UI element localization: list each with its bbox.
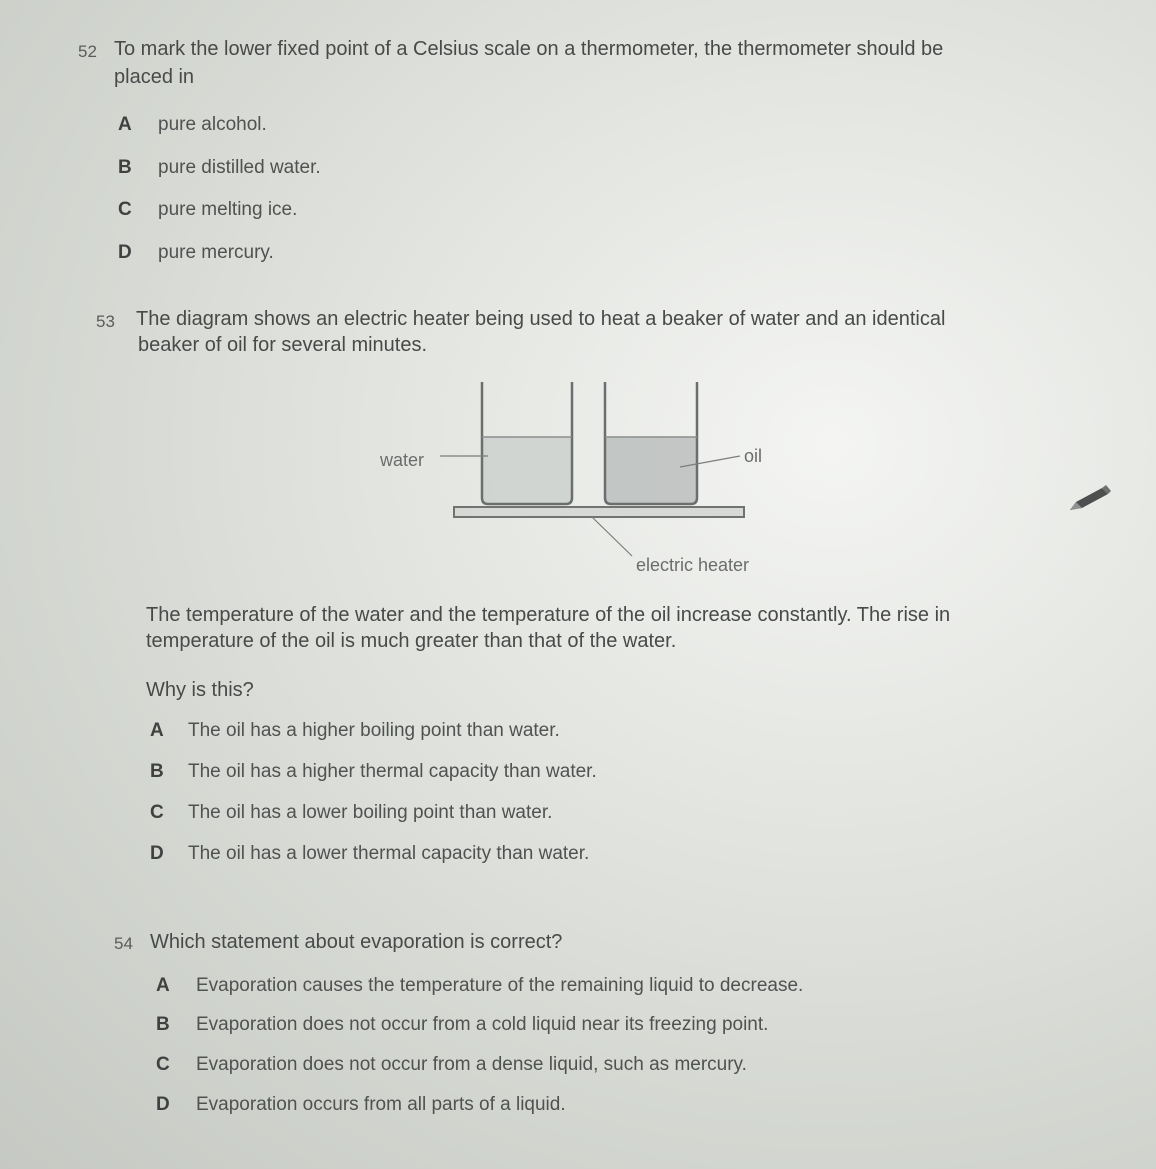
question-54-stem: Which statement about evaporation is correct? (150, 931, 563, 953)
question-53-para-line1: The temperature of the water and the temperature of the oil increase constantly. The rise in (146, 604, 951, 626)
option-text: Evaporation does not occur from a dense liquid, such as mercury. (196, 1054, 747, 1075)
oil-beaker (605, 382, 697, 504)
question-53-why: Why is this? (146, 679, 254, 701)
option-text: pure distilled water. (158, 157, 321, 178)
option-text: The oil has a higher boiling point than water. (188, 720, 560, 741)
question-53-option-d[interactable] (150, 843, 589, 865)
question-54-option-b[interactable] (156, 1014, 768, 1036)
question-53-option-b[interactable] (150, 761, 597, 783)
option-letter: A (150, 720, 164, 741)
option-letter: C (150, 802, 164, 823)
option-text: pure mercury. (158, 242, 274, 263)
option-letter: D (156, 1094, 170, 1115)
question-52-option-b[interactable] (118, 157, 321, 179)
option-letter: B (150, 761, 164, 782)
option-text: pure melting ice. (158, 199, 298, 220)
question-52-option-a[interactable] (118, 114, 267, 136)
heater-beakers-diagram (370, 370, 790, 590)
question-53-para-line2: temperature of the oil is much greater than that of the water. (146, 630, 677, 652)
pencil-icon[interactable] (1066, 484, 1112, 514)
question-54-option-a[interactable] (156, 975, 803, 997)
question-54-option-d[interactable] (156, 1094, 566, 1116)
oil-fill (605, 437, 697, 503)
option-text: The oil has a lower boiling point than water. (188, 802, 553, 823)
question-52-stem-line2: placed in (114, 66, 195, 88)
option-letter: A (118, 114, 132, 135)
option-letter: C (156, 1054, 170, 1075)
option-text: Evaporation occurs from all parts of a liquid. (196, 1094, 566, 1115)
option-letter: B (156, 1014, 170, 1035)
option-letter: C (118, 199, 132, 220)
question-53-option-c[interactable] (150, 802, 552, 824)
question-52-option-c[interactable] (118, 199, 297, 221)
question-53-stem-line2: beaker of oil for several minutes. (138, 334, 428, 356)
question-52-stem-line1: To mark the lower fixed point of a Celsius scale on a thermometer, the thermometer should be (114, 38, 944, 60)
question-52-option-d[interactable] (118, 242, 274, 264)
option-text: Evaporation does not occur from a cold liquid near its freezing point. (196, 1014, 769, 1035)
option-letter: B (118, 157, 132, 178)
oil-label: oil (744, 446, 763, 466)
option-text: The oil has a lower thermal capacity than water. (188, 843, 590, 864)
option-letter: D (150, 843, 164, 864)
option-text: Evaporation causes the temperature of the remaining liquid to decrease. (196, 975, 804, 996)
water-label: water (380, 450, 425, 470)
electric-heater-label: electric heater (636, 555, 750, 575)
question-53-stem-line1: The diagram shows an electric heater being used to heat a beaker of water and an identical (136, 308, 946, 330)
electric-heater-plate (454, 507, 744, 517)
option-text: The oil has a higher thermal capacity than water. (188, 761, 597, 782)
option-letter: D (118, 242, 132, 263)
water-beaker (482, 382, 572, 504)
question-54-option-c[interactable] (156, 1054, 747, 1076)
option-letter: A (156, 975, 170, 996)
question-52-number: 52 (78, 42, 97, 61)
question-53-option-a[interactable] (150, 720, 560, 742)
water-fill (482, 437, 572, 503)
question-54-number: 54 (114, 934, 133, 953)
question-53-number: 53 (96, 312, 115, 331)
option-text: pure alcohol. (158, 114, 267, 135)
